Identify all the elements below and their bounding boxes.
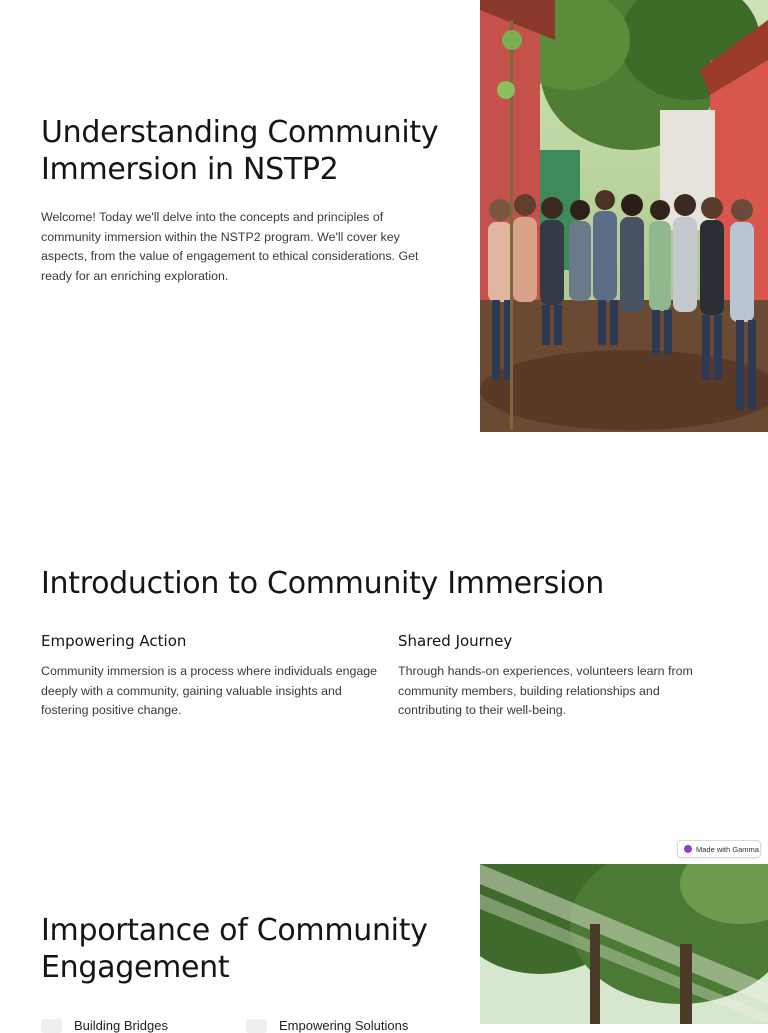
column-heading: Shared Journey — [398, 632, 513, 650]
engagement-section — [0, 864, 768, 1033]
introduction-section — [0, 520, 768, 780]
section-title: Introduction to Community Immersion — [41, 566, 604, 601]
volunteers-photo — [480, 0, 768, 432]
bullet-empowering-solutions — [246, 1018, 408, 1033]
bullet-building-bridges — [41, 1018, 168, 1033]
title-line-2: Immersion in NSTP2 — [41, 152, 339, 187]
trees-photo — [480, 864, 768, 1024]
column-empowering-action — [41, 632, 381, 721]
title-line-1: Importance of Community — [41, 913, 428, 948]
trees-photo-illustration — [480, 864, 768, 1024]
page-title — [41, 114, 441, 188]
bullet-label: Empowering Solutions — [279, 1018, 409, 1033]
title-line-2: Engagement — [41, 950, 230, 985]
intro-paragraph: Welcome! Today we'll delve into the concepts and principles of community immersion within the NSTP2 program. We'll cover key aspects, from the value of engagement to ethical considerations. Get ready for an enriching exploration. — [41, 210, 419, 283]
badge-label: Made with Gamma — [696, 844, 759, 854]
made-with-gamma-badge[interactable] — [677, 840, 761, 858]
gamma-logo-icon — [684, 845, 692, 853]
bullet-icon — [41, 1019, 62, 1033]
title-line-1: Understanding Community — [41, 115, 439, 150]
column-body: Through hands-on experiences, volunteers learn from community members, building relationships and contributing to their well-being. — [398, 664, 693, 717]
column-heading: Empowering Action — [41, 632, 187, 650]
section-title — [41, 912, 441, 986]
bullet-label: Building Bridges — [74, 1018, 168, 1033]
volunteers-photo-illustration — [480, 0, 768, 432]
bullet-icon — [246, 1019, 267, 1033]
column-shared-journey — [398, 632, 718, 721]
column-body: Community immersion is a process where individuals engage deeply with a community, gaining valuable insights and fostering positive change. — [41, 664, 378, 717]
hero-section — [0, 0, 768, 432]
